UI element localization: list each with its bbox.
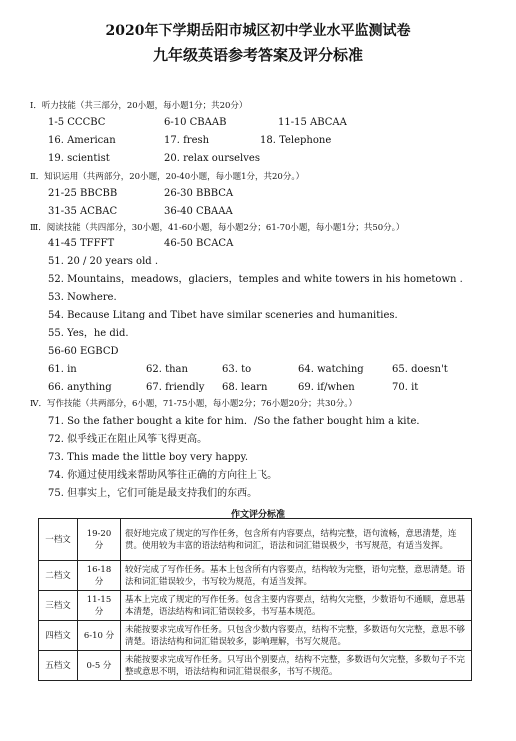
answer-6-10: 6-10 CBAAB <box>164 117 227 128</box>
answer-31-35: 31-35 ACBAC <box>48 206 118 217</box>
answer-66: 66. anything <box>48 382 112 393</box>
description-cell: 较好完成了写作任务。基本上包含所有内容要点，结构较为完整，语句完整，意思清楚。语法和词汇错误较少，书写较为规范，有适当发挥。 <box>121 561 472 591</box>
answer-75: 75. 但事实上，它们可能是最支持我们的东西。 <box>48 488 258 499</box>
grade-cell: 四档文 <box>39 621 78 651</box>
answer-73: 73. This made the little boy very happy. <box>48 452 249 463</box>
answer-54: 54. Because Litang and Tibet have similar sceneries and humanities. <box>48 310 398 321</box>
answer-64: 64. watching <box>298 364 364 375</box>
description-cell: 未能按要求完成写作任务。只写出个别要点，结构不完整，多数语句欠完整，多数句子不完整或意思不明，语法结构和词汇错误很多，书写不规范。 <box>121 651 472 681</box>
answer-65: 65. doesn't <box>392 364 448 375</box>
answer-36-40: 36-40 CBAAA <box>164 206 233 217</box>
answer-18: 18. Telephone <box>260 135 332 146</box>
knowledge-row-1 <box>30 186 506 202</box>
table-row <box>39 561 472 591</box>
grade-cell: 一档文 <box>39 519 78 561</box>
answer-72: 72. 似乎线正在阻止风筝飞得更高。 <box>48 434 208 445</box>
score-cell: 11-15 分 <box>78 591 121 621</box>
answer-19: 19. scientist <box>48 153 110 164</box>
knowledge-row-2 <box>30 204 506 220</box>
answer-52: 52. Mountains，meadows，glaciers，temples and white towers in his hometown . <box>48 274 463 285</box>
listening-heading: Ⅰ．听力技能（共三部分，20小题，每小题1分；共20分） <box>30 101 248 111</box>
reading-heading: Ⅲ．阅读技能（共四部分，30小题，41-60小题，每小题2分；61-70小题，每小题1分；共50分。） <box>30 223 405 233</box>
table-row <box>39 651 472 681</box>
description-cell: 基本上完成了规定的写作任务。包含主要内容要点，结构欠完整，少数语句不通顺，意思基本清楚，语法结构和词汇错误较多，书写基本规范。 <box>121 591 472 621</box>
knowledge-heading: Ⅱ．知识运用（共两部分，20小题，20-40小题，每小题1分，共20分。） <box>30 172 305 182</box>
table-row <box>39 591 472 621</box>
reading-row-61 <box>30 362 506 378</box>
rubric-title: 作文评分标准 <box>230 510 285 520</box>
answer-11-15: 11-15 ABCAA <box>278 117 347 128</box>
score-cell: 16-18 分 <box>78 561 121 591</box>
listening-row-3 <box>30 151 506 167</box>
grade-cell: 二档文 <box>39 561 78 591</box>
answer-55: 55. Yes，he did. <box>48 328 129 339</box>
answer-70: 70. it <box>392 382 419 393</box>
answer-53: 53. Nowhere. <box>48 292 117 303</box>
description-cell: 未能按要求完成写作任务。只包含少数内容要点，结构不完整，多数语句欠完整，意思不够清楚。语法结构和词汇错误较多，影响理解，书写欠规范。 <box>121 621 472 651</box>
score-cell: 0-5 分 <box>78 651 121 681</box>
answer-62: 62. than <box>146 364 188 375</box>
answer-56-60: 56-60 EGBCD <box>48 346 119 357</box>
answer-46-50: 46-50 BCACA <box>164 238 234 249</box>
answer-17: 17. fresh <box>164 135 210 146</box>
answer-74: 74. 你通过使用线来帮助风筝往正确的方向往上飞。 <box>48 470 278 481</box>
answer-67: 67. friendly <box>146 382 205 393</box>
answer-41-45: 41-45 TFFFT <box>48 238 115 249</box>
answer-61: 61. in <box>48 364 77 375</box>
table-row <box>39 519 472 561</box>
reading-row-66 <box>30 380 506 396</box>
answer-71: 71. So the father bought a kite for him．/So the father bought him a kite． <box>48 416 427 427</box>
score-cell: 6-10 分 <box>78 621 121 651</box>
reading-row-1 <box>30 236 506 252</box>
answer-key-title: 九年级英语参考答案及评分标准 <box>152 46 363 64</box>
answer-26-30: 26-30 BBBCA <box>164 188 234 199</box>
answer-21-25: 21-25 BBCBB <box>48 188 118 199</box>
answer-20: 20. relax ourselves <box>164 153 260 164</box>
answer-51: 51. 20 / 20 years old . <box>48 256 159 267</box>
answer-69: 69. if/when <box>298 382 355 393</box>
answer-1-5: 1-5 CCCBC <box>48 117 106 128</box>
grade-cell: 三档文 <box>39 591 78 621</box>
rubric-table <box>38 518 472 681</box>
answer-68: 68. learn <box>222 382 268 393</box>
answer-16: 16. American <box>48 135 116 146</box>
grade-cell: 五档文 <box>39 651 78 681</box>
answer-63: 63. to <box>222 364 252 375</box>
listening-row-2 <box>30 133 506 149</box>
score-cell: 19-20 分 <box>78 519 121 561</box>
description-cell: 很好地完成了规定的写作任务，包含所有内容要点，结构完整，语句流畅，意思清楚，连贯。使用较为丰富的语法结构和词汇，语法和词汇错误极少，书写规范，有适当发挥。 <box>121 519 472 561</box>
exam-title: 2020年下学期岳阳市城区初中学业水平监测试卷 <box>105 23 411 39</box>
table-row <box>39 621 472 651</box>
listening-row-1 <box>30 115 506 131</box>
writing-heading: Ⅳ．写作技能（共两部分，6小题，71-75小题，每小题2分；76小题20分；共30分。） <box>30 399 358 409</box>
